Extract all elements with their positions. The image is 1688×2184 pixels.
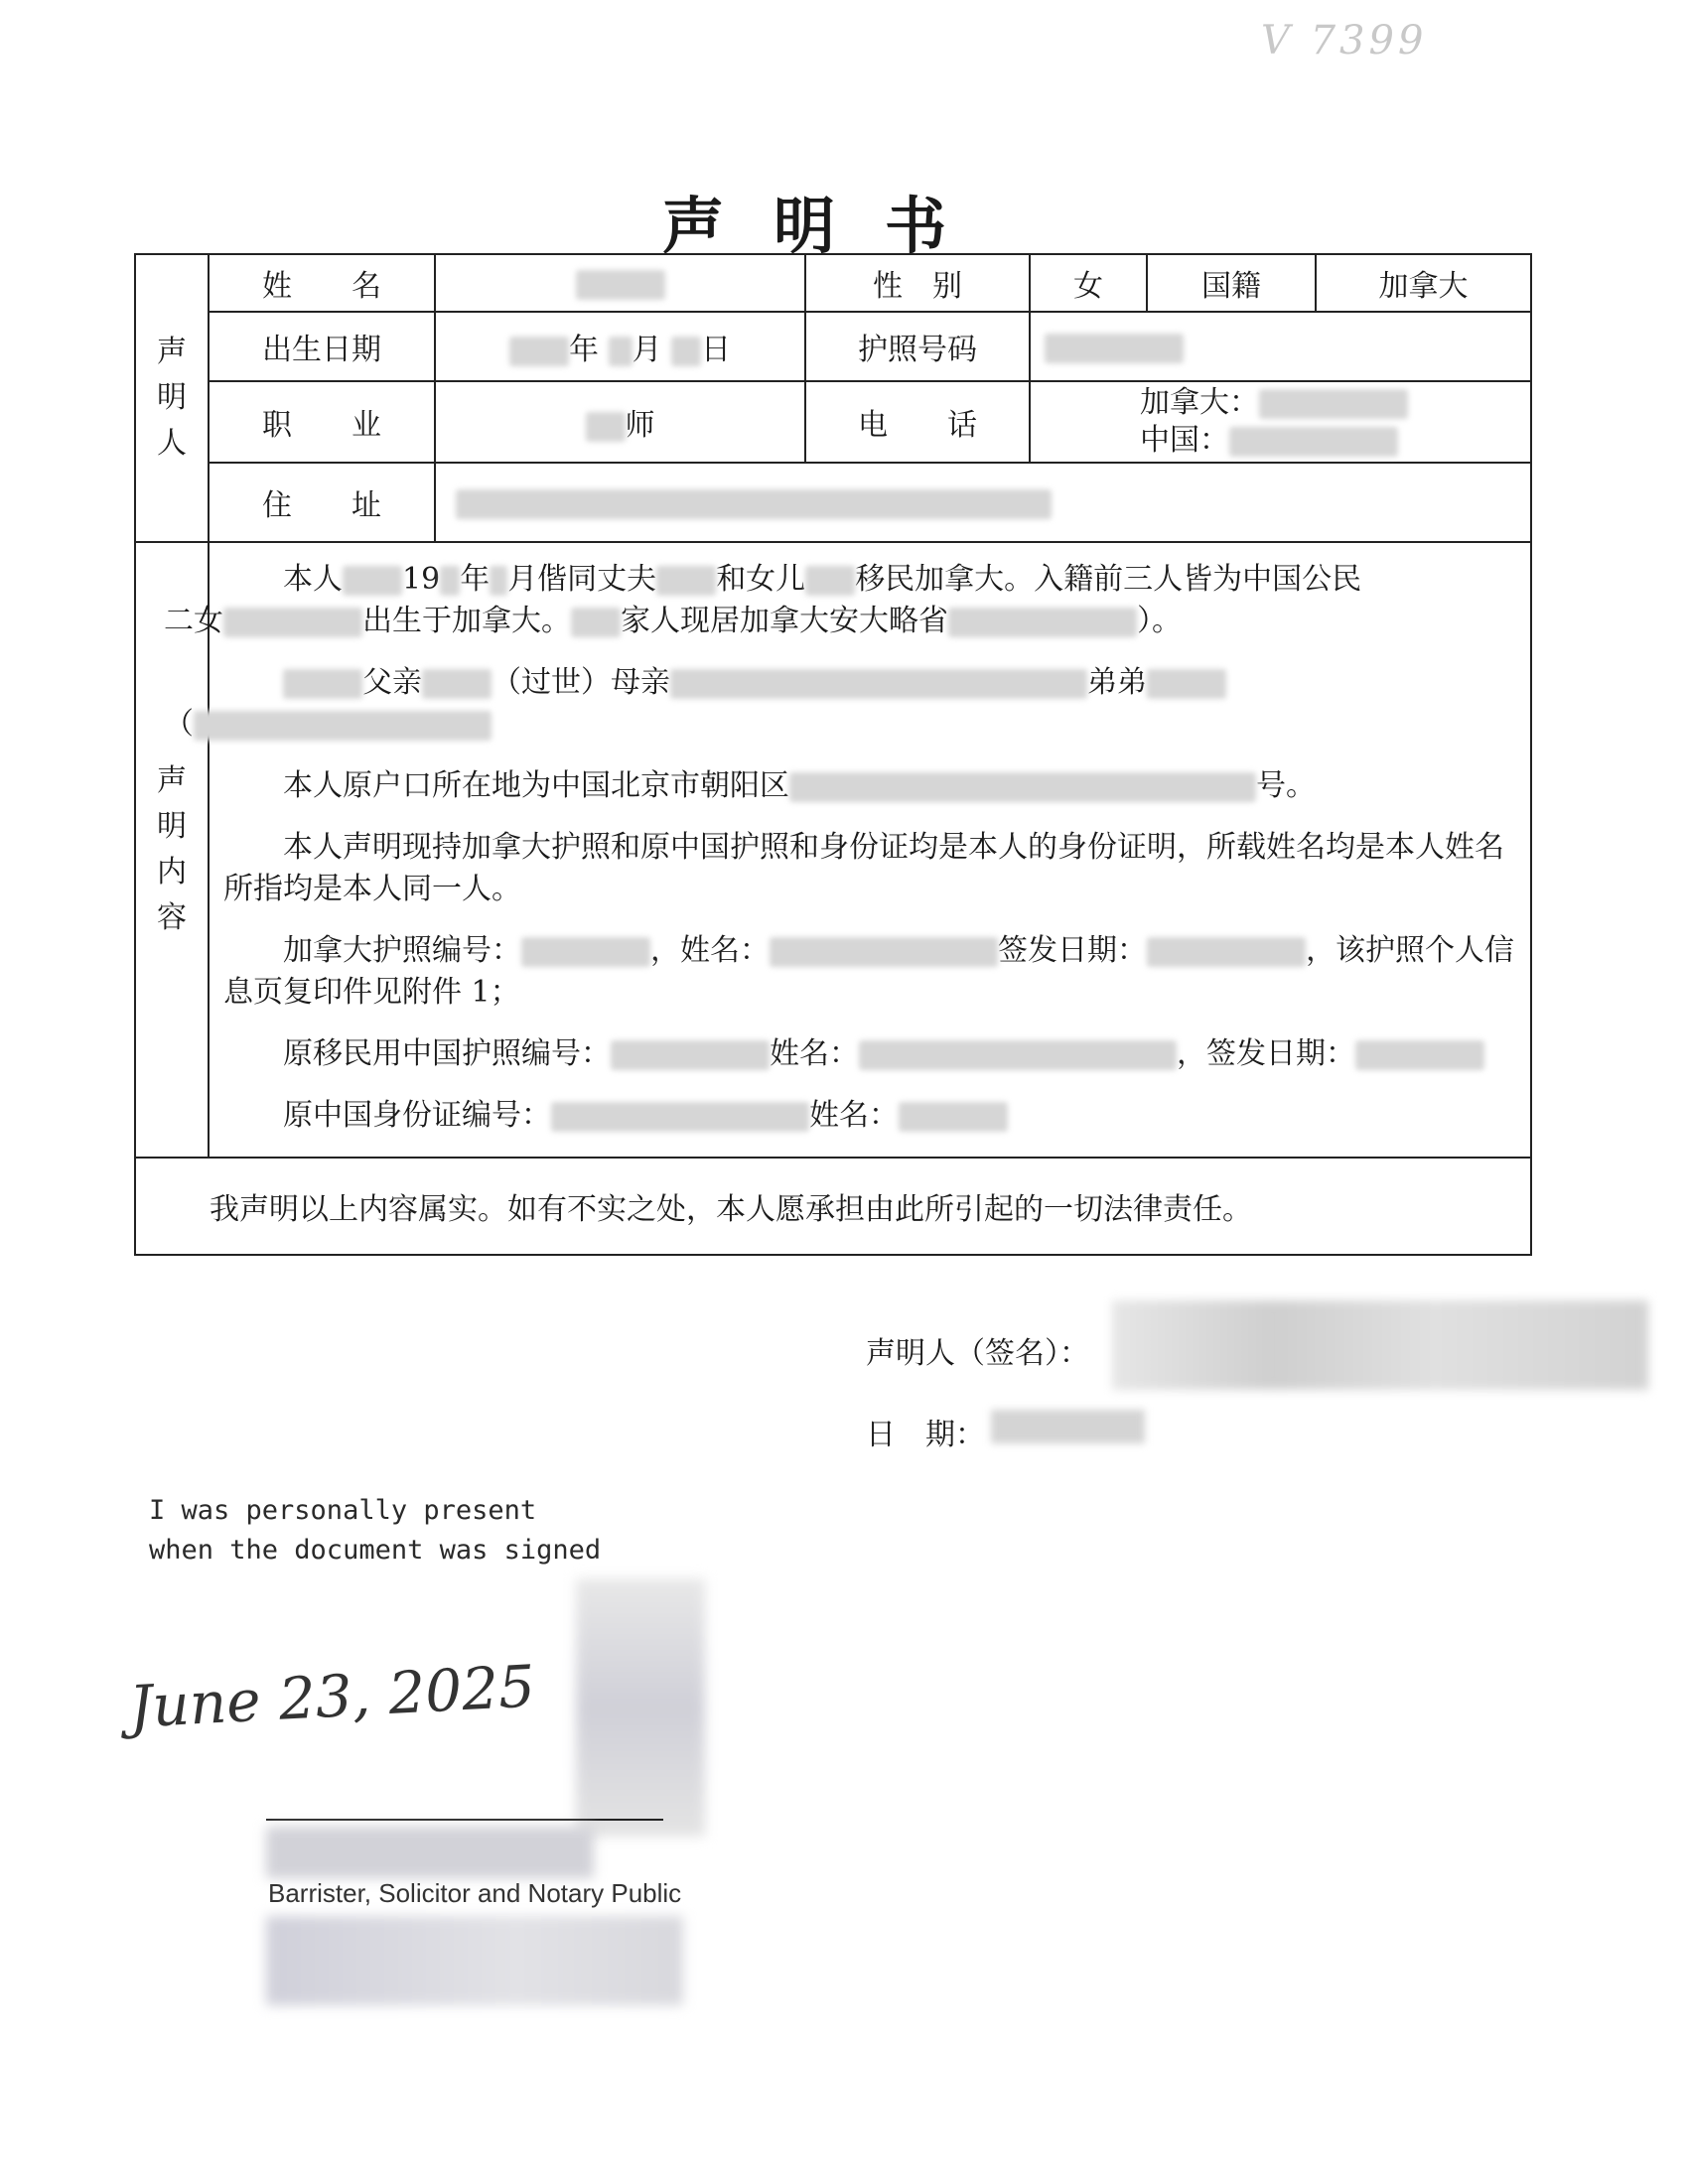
redacted-year xyxy=(509,337,569,366)
document-title: 声明书 xyxy=(661,190,996,262)
notary-signature-line xyxy=(266,1819,663,1821)
dob-month-suffix: 月 xyxy=(632,333,662,367)
passport-label: 护照号码 xyxy=(805,312,1030,381)
redacted-occupation xyxy=(586,412,626,442)
notary-title: Barrister, Solicitor and Notary Public xyxy=(268,1878,682,1908)
address-value xyxy=(435,463,1531,542)
declaration-table xyxy=(134,253,1532,1256)
redacted-month xyxy=(609,337,633,366)
redacted-date xyxy=(991,1410,1145,1443)
redacted-address xyxy=(456,489,1052,519)
dob-value xyxy=(435,312,805,381)
redacted-day xyxy=(671,337,701,366)
content-paragraph-2: 父亲 （过世）母亲 弟弟 （ xyxy=(223,662,1526,746)
notary-note-line-1: I was personally present xyxy=(149,1495,537,1526)
gender-label: 性 别 xyxy=(805,254,1030,312)
declarant-section-label: 声 明 人 xyxy=(135,254,209,542)
occupation-text: 师 xyxy=(625,408,655,443)
nationality-value: 加拿大 xyxy=(1316,254,1531,312)
content-paragraph-5: 加拿大护照编号： ，姓名： 签发日期： ，该护照个人信息页复印件见附件 1； xyxy=(223,933,1514,1010)
phone-label: 电 话 xyxy=(805,381,1030,463)
content-paragraph-4: 本人声明现持加拿大护照和原中国护照和身份证均是本人的身份证明，所载姓名均是本人姓名所指均是本人同一人。 xyxy=(223,830,1504,906)
redacted-notary-name xyxy=(266,1827,594,1878)
nationality-label: 国籍 xyxy=(1147,254,1316,312)
name-value xyxy=(435,254,805,312)
passport-value xyxy=(1030,312,1531,381)
phone-ca-label: 加拿大： xyxy=(1140,385,1259,420)
corner-handwritten-mark: V 7399 xyxy=(1261,18,1428,64)
content-paragraph-1: 本人 19 年 月偕同丈夫 和女儿 移民加拿大。入籍前三人皆为中国公民 二女 出生于加拿大。 家人现居加拿大安大略省 ）。 xyxy=(164,562,1362,638)
date-label: 日 期： xyxy=(866,1418,985,1452)
name-label: 姓 名 xyxy=(209,254,435,312)
redacted-passport xyxy=(1045,334,1184,363)
redacted-phone-ca xyxy=(1259,389,1408,419)
phone-value xyxy=(1030,381,1531,463)
dob-year-suffix: 年 xyxy=(568,333,599,367)
content-paragraph-3: 本人原户口所在地为中国北京市朝阳区 号。 xyxy=(283,768,1316,803)
handwritten-date: June 23, 2025 xyxy=(127,1652,537,1741)
content-section-label: 声 明 内 容 xyxy=(135,542,209,1158)
content-paragraph-7: 原中国身份证编号： 姓名： xyxy=(223,1095,1526,1137)
redacted-signature xyxy=(1112,1300,1648,1390)
occupation-value xyxy=(435,381,805,463)
redacted-notary-signature xyxy=(576,1578,705,1837)
redacted-phone-cn xyxy=(1229,427,1398,457)
gender-value: 女 xyxy=(1030,254,1147,312)
signature-label: 声明人（签名）： xyxy=(866,1336,1089,1371)
notary-presence-note xyxy=(149,1491,601,1570)
notary-note-line-2: when the document was signed xyxy=(149,1535,602,1566)
address-label: 住 址 xyxy=(209,463,435,542)
occupation-label: 职 业 xyxy=(209,381,435,463)
redacted-name xyxy=(576,270,665,300)
phone-cn-label: 中国： xyxy=(1140,423,1229,458)
dob-day-suffix: 日 xyxy=(701,333,732,367)
final-statement: 我声明以上内容属实。如有不实之处，本人愿承担由此所引起的一切法律责任。 xyxy=(135,1158,1531,1255)
content-paragraph-6: 原移民用中国护照编号： 姓名： ，签发日期： xyxy=(223,1033,1526,1075)
redacted-notary-stamp xyxy=(266,1916,683,2005)
dob-label: 出生日期 xyxy=(209,312,435,381)
